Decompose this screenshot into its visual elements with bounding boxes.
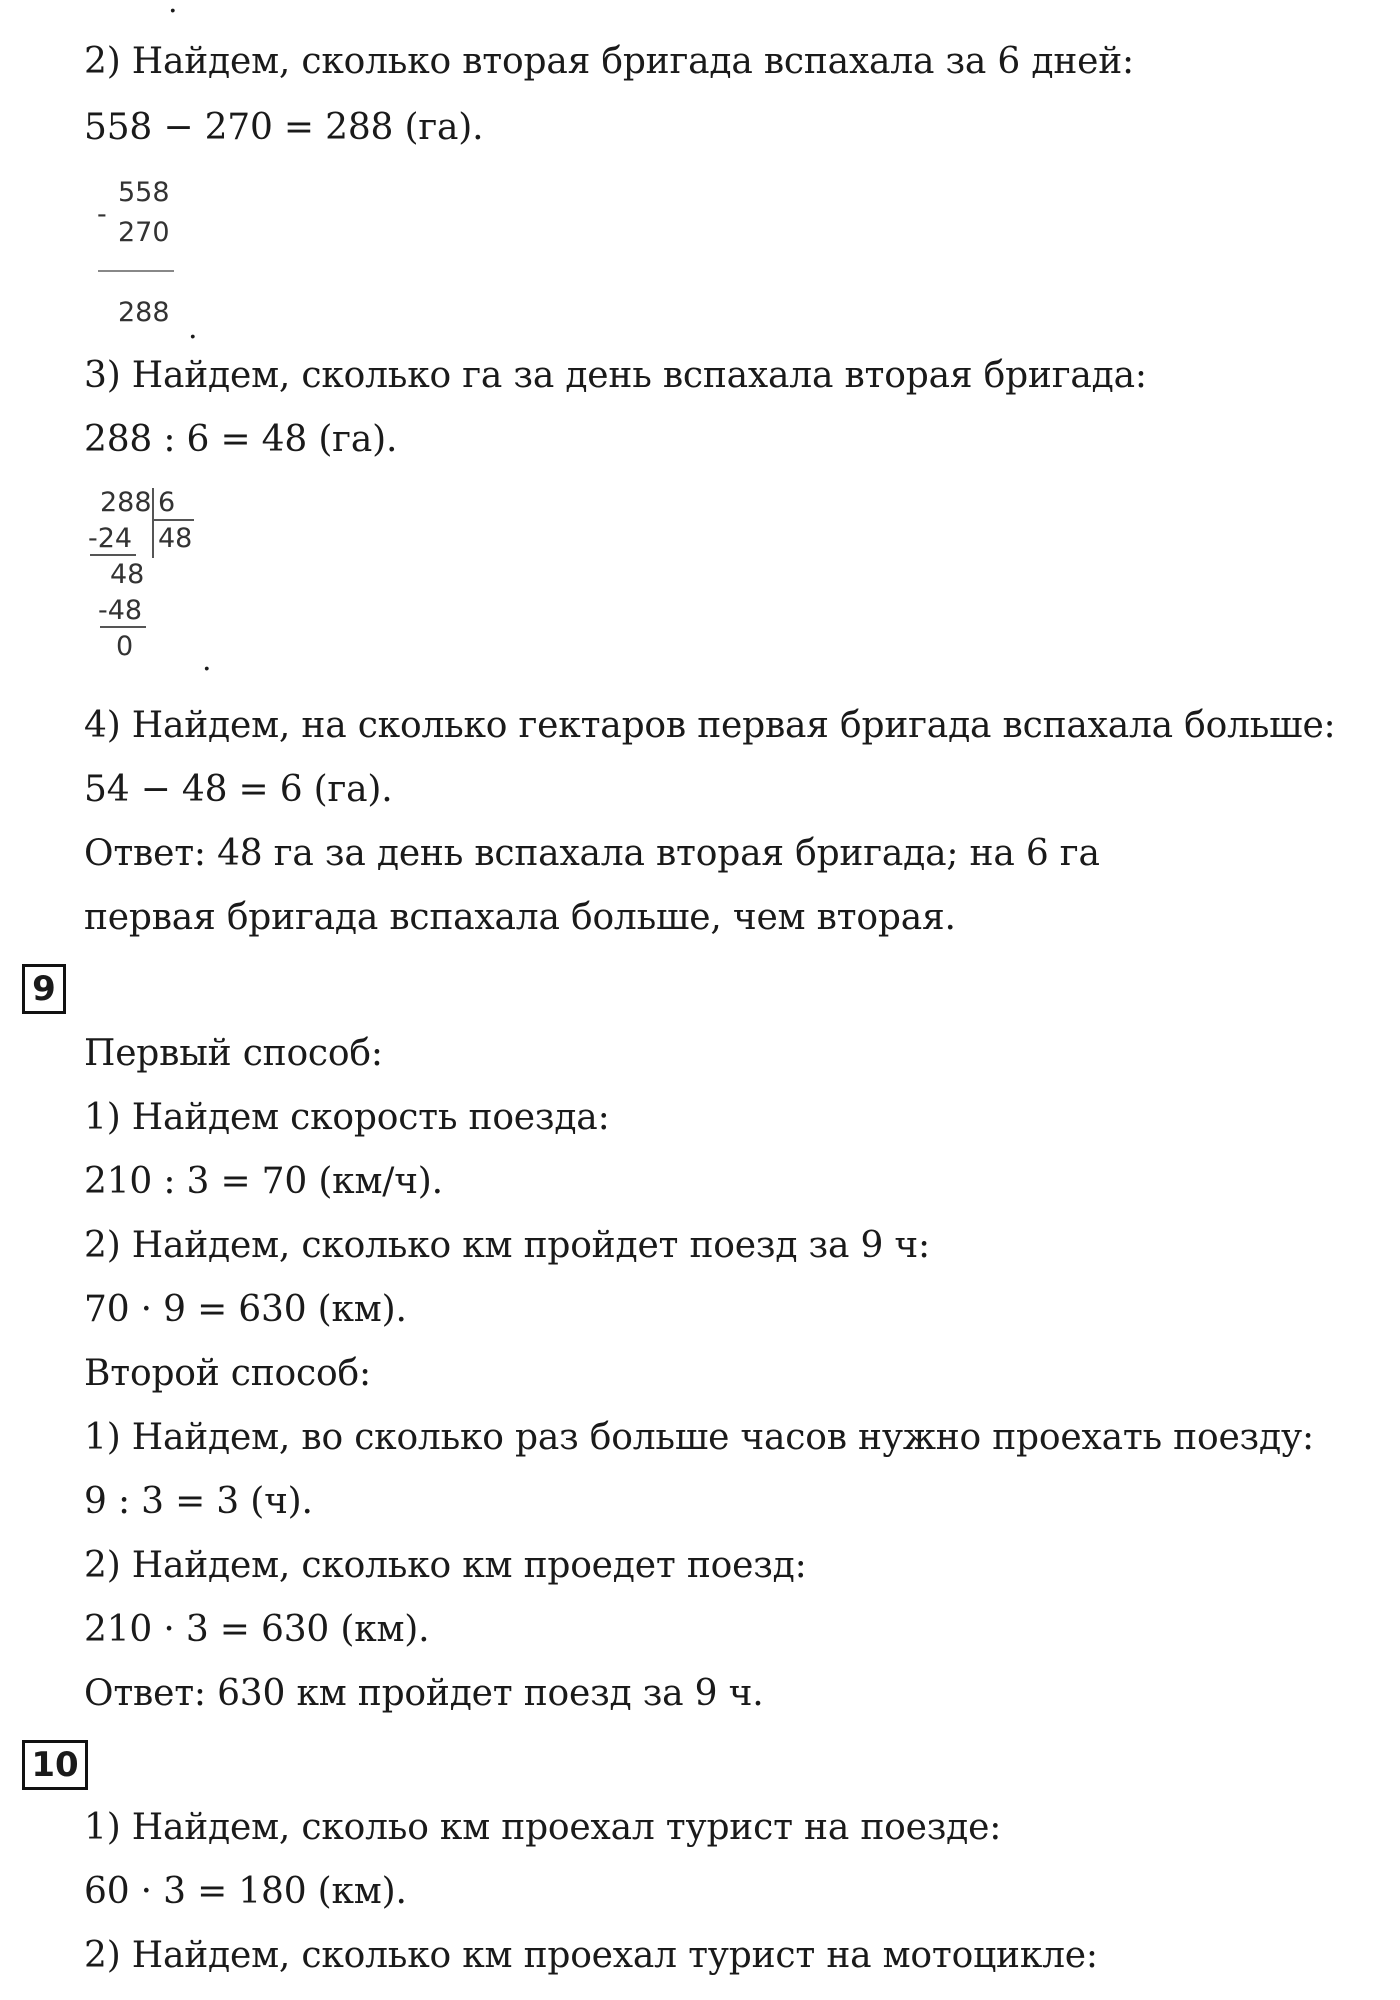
task9-m2-step1-formula: 9 : 3 = 3 (ч).	[84, 1481, 313, 1522]
sub-bottom-number: 270	[118, 217, 170, 248]
sub-result-line	[98, 270, 174, 272]
task9-m2-step1-text: 1) Найдем, во сколько раз больше часов нужно проехать поезду:	[84, 1417, 1314, 1458]
task9-m2-step2-text: 2) Найдем, сколько км проедет поезд:	[84, 1545, 807, 1586]
sub-minus-sign: -	[97, 199, 107, 230]
step4-text: 4) Найдем, на сколько гектаров первая бригада вспахала больше:	[84, 705, 1336, 746]
div-divisor: 6	[158, 487, 176, 518]
div-dot: .	[202, 643, 212, 678]
div-sub1: -24	[88, 523, 133, 554]
div-sub2-line	[100, 626, 146, 628]
answer-line-1: Ответ: 48 га за день вспахала вторая бригада; на 6 га	[84, 833, 1100, 874]
step2-text: 2) Найдем, сколько вторая бригада вспахала за 6 дней:	[84, 41, 1134, 82]
task9-m1-step2-formula: 70 · 9 = 630 (км).	[84, 1289, 407, 1330]
task9-m1-step2-text: 2) Найдем, сколько км пройдет поезд за 9 ч:	[84, 1225, 930, 1266]
task9-m2-step2-formula: 210 · 3 = 630 (км).	[84, 1609, 430, 1650]
sub-result-number: 288	[118, 297, 170, 328]
task10-step1-formula: 60 · 3 = 180 (км).	[84, 1871, 407, 1912]
div-quotient: 48	[158, 523, 193, 554]
div-vertical-line	[152, 488, 154, 558]
task10-step1-text: 1) Найдем, скольо км проехал турист на поезде:	[84, 1807, 1002, 1848]
step3-text: 3) Найдем, сколько га за день вспахала вторая бригада:	[84, 355, 1147, 396]
step4-formula: 54 − 48 = 6 (га).	[84, 769, 393, 810]
sub-top-number: 558	[118, 177, 170, 208]
step2-formula: 558 − 270 = 288 (га).	[84, 107, 484, 148]
task9-method2-title: Второй способ:	[84, 1353, 371, 1394]
task-number-10: 10	[22, 1740, 88, 1790]
task9-answer: Ответ: 630 км пройдет поезд за 9 ч.	[84, 1673, 764, 1714]
answer-line-2: первая бригада вспахала больше, чем вторая.	[84, 897, 956, 938]
task9-method1-title: Первый способ:	[84, 1033, 383, 1074]
div-rem2: 0	[116, 631, 134, 662]
task-number-9: 9	[22, 964, 66, 1014]
step3-formula: 288 : 6 = 48 (га).	[84, 419, 398, 460]
div-sub2: -48	[98, 595, 143, 626]
task9-m1-step1-text: 1) Найдем скорость поезда:	[84, 1097, 610, 1138]
div-divisor-line	[154, 519, 194, 521]
stray-dot: .	[168, 0, 178, 20]
task9-m1-step1-formula: 210 : 3 = 70 (км/ч).	[84, 1161, 443, 1202]
task10-step2-text: 2) Найдем, сколько км проехал турист на мотоцикле:	[84, 1935, 1098, 1976]
div-sub1-line	[90, 554, 136, 556]
div-dividend: 288	[100, 487, 152, 518]
div-rem1: 48	[110, 559, 145, 590]
sub-dot: .	[188, 311, 198, 346]
